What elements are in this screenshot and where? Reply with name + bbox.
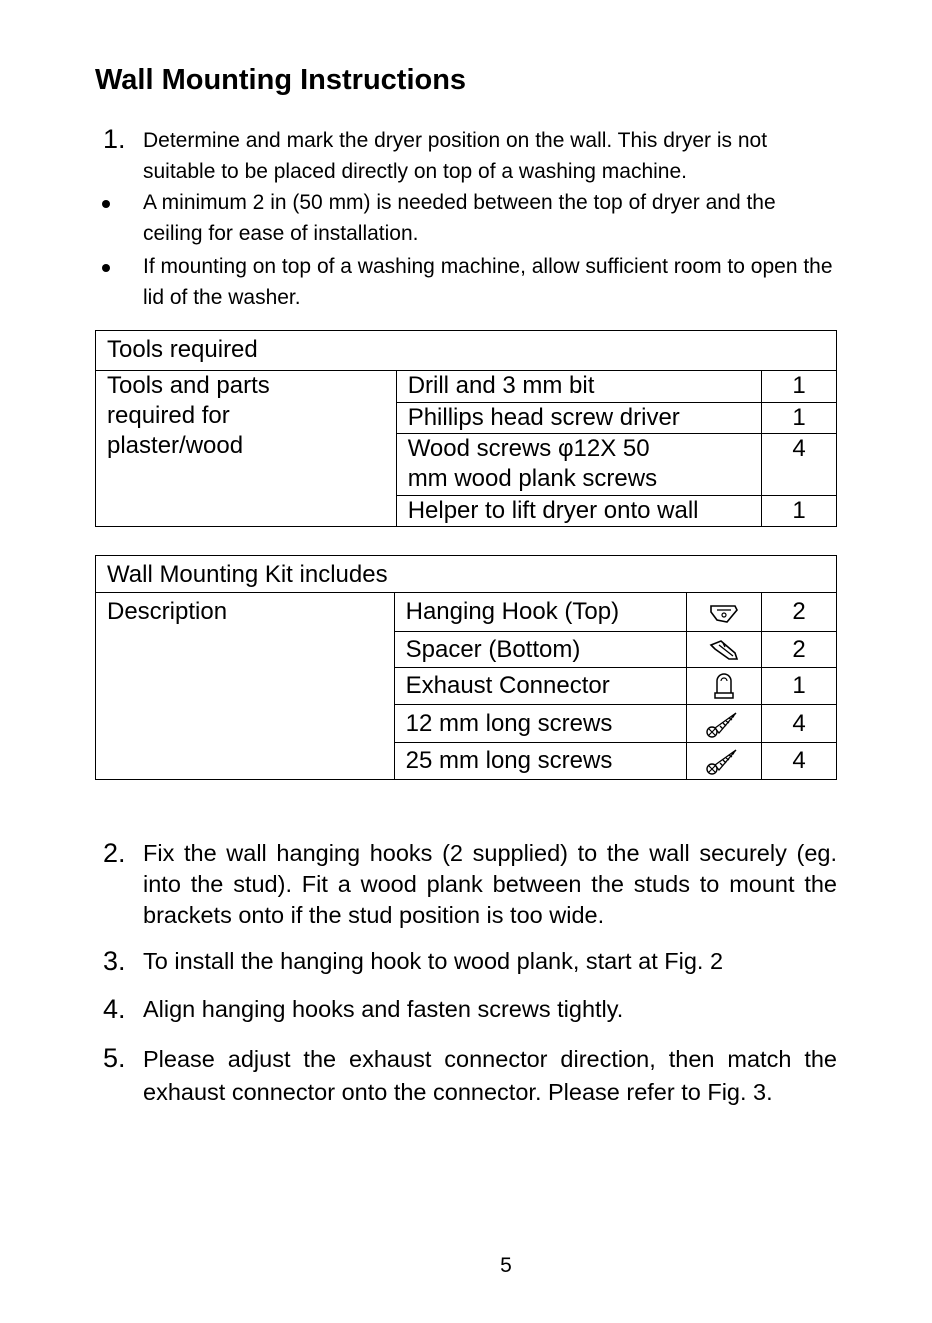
table-cell-qty: 4 [762,434,837,496]
table-cell-item: 12 mm long screws [394,705,687,743]
bullet-icon [102,200,110,208]
table-cell-qty: 4 [762,743,837,780]
tools-required-table [95,330,837,527]
table-cell-item: 25 mm long screws [394,743,687,780]
step-text: Fix the wall hanging hooks (2 supplied) to the wall securely (eg. into the stud). Fit a wood plank between the studs to mount the brackets onto if the stud position is too wide. [143,840,837,928]
step-number: 4. [103,994,126,1024]
table-header: Tools required [96,331,837,371]
hanging-hook-icon [687,593,762,632]
bullet-text: If mounting on top of a washing machine, allow sufficient room to open the lid of the washer. [143,255,833,309]
table-cell-item: Hanging Hook (Top) [394,593,687,632]
step-number: 2. [103,838,126,868]
table-header: Wall Mounting Kit includes [96,556,837,593]
screw-icon [687,743,762,780]
step-text: To install the hanging hook to wood plank, start at Fig. 2 [143,948,724,974]
table-cell-qty: 1 [762,496,837,527]
table-cell-item: Wood screws φ12X 50 mm wood plank screws [396,434,761,496]
page-title: Wall Mounting Instructions [95,64,467,96]
table-cell-item: Drill and 3 mm bit [396,371,761,403]
bullet-text: A minimum 2 in (50 mm) is needed between the top of dryer and the ceiling for ease of installation. [143,191,776,245]
step-text: Determine and mark the dryer position on the wall. This dryer is not suitable to be placed directly on top of a washing machine. [143,129,768,183]
table-cell-qty: 1 [762,403,837,434]
table-cell-qty: 2 [762,593,837,632]
step-text: Please adjust the exhaust connector direction, then match the exhaust connector onto the connector. Please refer to Fig. 3. [143,1046,837,1105]
table-category: Tools and parts required for plaster/wood [96,371,397,527]
table-category: Description [96,593,395,780]
step-number: 5. [103,1043,126,1073]
table-cell-item: Spacer (Bottom) [394,632,687,668]
table-cell-item: Exhaust Connector [394,668,687,705]
page-number: 5 [500,1254,512,1277]
table-cell-qty: 2 [762,632,837,668]
table-cell-qty: 1 [762,371,837,403]
step-number: 1. [103,124,126,154]
table-cell-qty: 4 [762,705,837,743]
exhaust-connector-icon [687,668,762,705]
spacer-icon [687,632,762,668]
bullet-icon [102,264,110,272]
screw-icon [687,705,762,743]
table-cell-qty: 1 [762,668,837,705]
step-number: 3. [103,946,126,976]
table-cell-item: Phillips head screw driver [396,403,761,434]
table-cell-item: Helper to lift dryer onto wall [396,496,761,527]
mounting-kit-table [95,555,837,780]
step-text: Align hanging hooks and fasten screws tightly. [143,996,624,1022]
